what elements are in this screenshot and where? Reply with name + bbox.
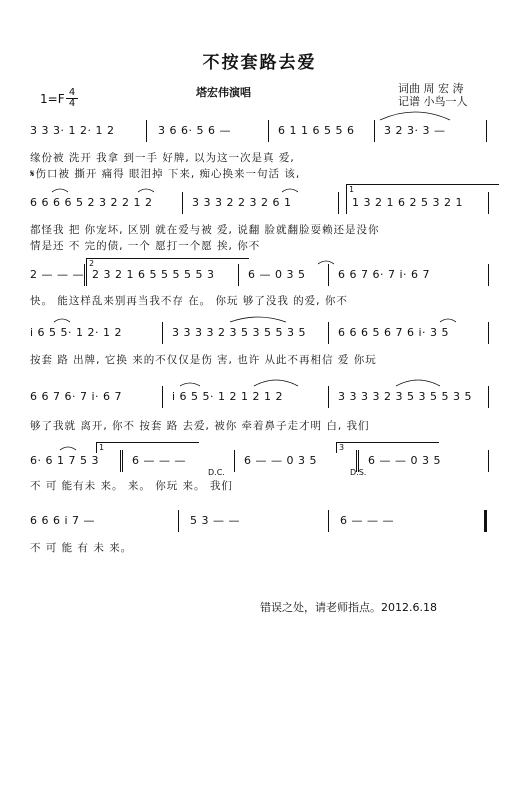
measure: 5 3 — — bbox=[190, 514, 240, 527]
lyric-line: 𝄋伤口被 撕开 痛得 眼泪掉 下来, 痴心换来一句活 该, bbox=[30, 168, 301, 180]
measure: 3 6 6· 5 6 — bbox=[158, 124, 231, 137]
measure: 6 — 0 3 5 bbox=[248, 268, 306, 281]
lyric-line: 情是还 不 完的债, 一个 愿打一个愿 挨, 你不 bbox=[30, 240, 261, 252]
measure: 6 — — — bbox=[340, 514, 394, 527]
dal-segno-mark: D.S. bbox=[350, 468, 367, 477]
slur-arc bbox=[60, 447, 76, 450]
measure: 3 2 3· 3 — bbox=[384, 124, 446, 137]
time-signature-top: 4 bbox=[68, 87, 76, 98]
lyric-line: 不 可 能有未 来。 来。 你玩 来。 我们 bbox=[30, 480, 233, 492]
measure: 3 3 3 2 2 3 2 6 1 bbox=[192, 196, 292, 209]
errata-note: 错误之处，请老师指点。2012.6.18 bbox=[260, 601, 437, 614]
measure: 6 6 6 i 7 — bbox=[30, 514, 96, 527]
da-capo-mark: D.C. bbox=[208, 468, 225, 477]
measure: 6 — — 0 3 5 bbox=[368, 454, 441, 467]
volta-bracket: 1 bbox=[346, 184, 499, 195]
slur-arc bbox=[318, 261, 334, 264]
score-credit: 记谱 小鸟一人 bbox=[398, 95, 468, 108]
slur-arc bbox=[52, 189, 68, 192]
page-title: 不按套路去爱 bbox=[202, 53, 317, 73]
measure: 6 6 7 6· 7 i· 6 7 bbox=[30, 390, 123, 403]
slur-arc bbox=[380, 112, 450, 120]
slur-arc bbox=[440, 319, 456, 322]
measure: 1 3 2 1 6 2 5 3 2 1 bbox=[352, 196, 463, 209]
measure: 6 6 7 6· 7 i· 6 7 bbox=[338, 268, 431, 281]
lyrics-credit: 词曲 周 宏 涛 bbox=[398, 82, 464, 95]
singer-credit: 塔宏伟演唱 bbox=[196, 86, 251, 99]
volta-bracket: 1 bbox=[96, 442, 199, 453]
lyric-line: 都怪我 把 你宠坏, 区别 就在爱与被 爱, 说翻 脸就翻脸耍赖还是没你 bbox=[30, 224, 380, 236]
time-signature-bottom: 4 bbox=[66, 98, 78, 109]
lyric-line: 够了我就 离开, 你不 按套 路 去爱, 被你 牵着鼻子走才明 白, 我们 bbox=[30, 420, 370, 432]
measure: 6 — — — bbox=[132, 454, 186, 467]
measure: 6· 6 1 7 5 3 bbox=[30, 454, 99, 467]
volta-bracket: 3 bbox=[336, 442, 439, 453]
slur-arc bbox=[138, 189, 154, 192]
measure: 2 3 2 1 6 5 5 5 5 5 3 bbox=[92, 268, 215, 281]
lyric-line: 不 可 能 有 未 来。 bbox=[30, 542, 133, 554]
measure: 6 1 1 6 5 5 6 bbox=[278, 124, 355, 137]
slur-arc bbox=[230, 317, 286, 322]
slur-arc bbox=[180, 383, 200, 386]
slur-arc bbox=[254, 380, 298, 386]
slur-arc bbox=[54, 319, 70, 322]
measure: i 6 5 5· 1 2· 1 2 bbox=[30, 326, 123, 339]
measure: i 6 5 5· 1 2 1 2 1 2 bbox=[172, 390, 284, 403]
lyric-line: 快。 能这样乱来别再当我不存 在。 你玩 够了没我 的爱, 你不 bbox=[30, 295, 348, 307]
lyric-line: 按套 路 出牌, 它换 来的不仅仅是伤 害, 也许 从此不再相信 爱 你玩 bbox=[30, 354, 377, 366]
measure: 3 3 3 3 2 3 5 3 5 5 3 5 bbox=[338, 390, 472, 403]
slur-arc bbox=[396, 380, 440, 386]
measure: 6 6 6 6 5 2 3 2 2 1 2 bbox=[30, 196, 153, 209]
key-signature: 1=F bbox=[40, 92, 65, 106]
measure: 3 3 3 3 2 3 5 3 5 5 3 5 bbox=[172, 326, 306, 339]
lyric-line: 缘份被 洗开 我拿 到一手 好牌, 以为这一次是真 爱, bbox=[30, 152, 295, 164]
measure: 2 — — — bbox=[30, 268, 84, 281]
slur-arc bbox=[282, 189, 298, 192]
volta-bracket: 2 bbox=[86, 258, 249, 269]
measure: 3 3 3· 1 2· 1 2 bbox=[30, 124, 115, 137]
measure: 6 — — 0 3 5 bbox=[244, 454, 317, 467]
measure: 6 6 6 5 6 7 6 i· 3 5 bbox=[338, 326, 450, 339]
